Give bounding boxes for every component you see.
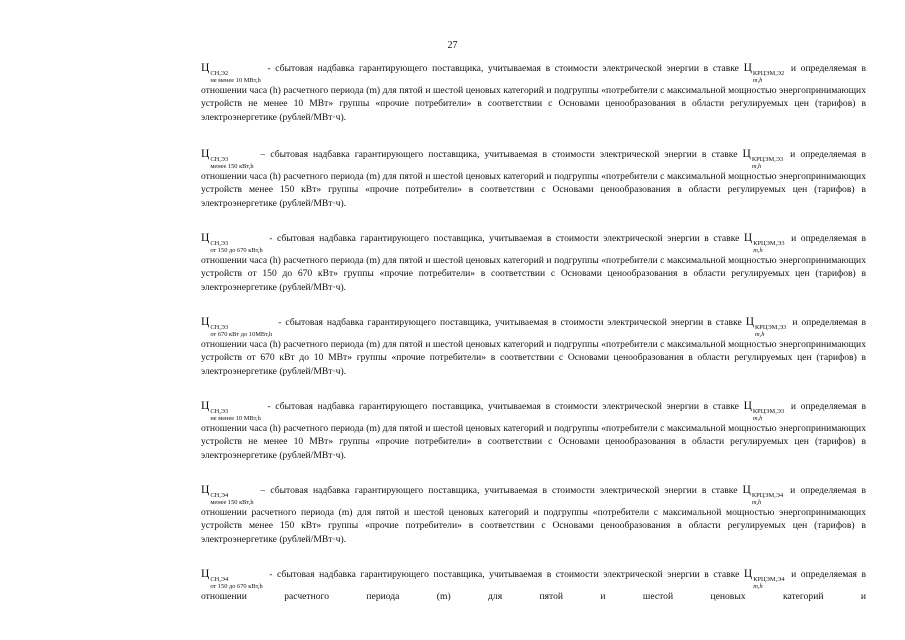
rate-subscript: m,h: [753, 583, 763, 590]
symbol-indices: [210, 492, 253, 506]
rate-subscript: m,h: [752, 77, 763, 84]
rate-symbol: Ц: [745, 316, 755, 328]
rate-symbol: Ц: [743, 400, 752, 412]
definition-paragraph: [201, 484, 866, 546]
definition-text: сбытовая надбавка гарантирующего поставщика, учитываемая в стоимости электрической энергии в ставке: [285, 317, 746, 328]
definition-text: сбытовая надбавка гарантирующего поставщика, учитываемая в стоимости электрической энергии в ставке: [275, 401, 744, 412]
price-symbol: Ц: [201, 62, 210, 74]
symbol-superscript: СН,Э3: [210, 156, 229, 163]
price-symbol: Ц: [201, 232, 210, 244]
price-symbol: Ц: [201, 484, 210, 496]
definition-text: сбытовая надбавка гарантирующего поставщика, учитываемая в стоимости электрической энергии в ставке: [270, 485, 743, 496]
definition-dash: –: [255, 149, 271, 160]
rate-symbol-indices: [752, 156, 783, 170]
price-symbol: Ц: [201, 568, 210, 580]
rate-superscript: КРЦЭМ,Э3: [751, 156, 784, 163]
rate-superscript: КРЦЭМ,Э2: [752, 70, 785, 77]
rate-superscript: КРЦЭМ,Э3: [752, 408, 785, 415]
definition-text-continued: и определяемая в отношении расчетного периода (m) для пятой и шестой ценовых категорий и подгруппы «потребители с максимальной мощностью энергопринимающих устройств менее 150 кВт» группы «прочие потребители» в соответствии с Основами ценообразования в области регулируемых цен (тарифов) в электроэнергетике (рублей/МВт·ч).: [201, 485, 866, 545]
rate-subscript: m,h: [751, 163, 762, 170]
definition-dash: -: [264, 233, 277, 244]
symbol-superscript: СН,Э3: [210, 240, 229, 247]
rate-subscript: m,h: [752, 415, 763, 422]
symbol-superscript: СН,Э3: [210, 324, 229, 331]
definition-text: сбытовая надбавка гарантирующего поставщика, учитываемая в стоимости электрической энергии в ставке: [270, 149, 743, 160]
definition-paragraph: [201, 316, 866, 378]
rate-superscript: КРЦЭМ,Э3: [753, 240, 785, 247]
definition-dash: -: [262, 401, 276, 412]
price-symbol: Ц: [201, 400, 210, 412]
rate-symbol: Ц: [742, 484, 751, 496]
definition-paragraph: [201, 232, 866, 294]
symbol-subscript: менее 150 кВт,h: [210, 499, 254, 506]
symbol-subscript: менее 150 кВт,h: [210, 163, 254, 170]
rate-superscript: КРЦЭМ,Э3: [755, 324, 787, 331]
rate-symbol-indices: [753, 240, 784, 254]
rate-subscript: m,h: [755, 331, 765, 338]
rate-subscript: m,h: [753, 247, 763, 254]
page-number: 27: [447, 40, 458, 51]
rate-symbol: Ц: [743, 62, 752, 74]
definition-paragraph: [201, 148, 866, 210]
definition-paragraph: [201, 62, 866, 124]
definition-paragraph: [201, 568, 866, 603]
symbol-indices: [210, 240, 262, 254]
rate-symbol: Ц: [743, 232, 753, 244]
definition-dash: -: [262, 63, 276, 74]
definition-text: сбытовая надбавка гарантирующего поставщика, учитываемая в стоимости электрической энергии в ставке: [276, 233, 744, 244]
symbol-subscript: не менее 10 МВт,h: [210, 77, 261, 84]
symbol-superscript: СН,Э4: [210, 492, 229, 499]
definition-text-continued: и определяемая в отношении часа (h) расчетного периода (m) для пятой и шестой ценовых категорий и подгруппы «потребители с максимальной мощностью энергопринимающих устройств от 670 кВт до 10 МВт» группы «прочие потребители» в соответствии с Основами ценообразования в области регулируемых цен (тарифов) в электроэнергетике (рублей/МВт·ч).: [201, 317, 866, 377]
symbol-subscript: от 670 кВт до 10МВт,h: [210, 331, 273, 338]
rate-symbol-indices: [753, 70, 784, 84]
rate-symbol-indices: [755, 324, 786, 338]
symbol-superscript: СН,Э3: [210, 408, 229, 415]
symbol-indices: [210, 156, 253, 170]
definition-text: сбытовая надбавка гарантирующего поставщика, учитываемая в стоимости электрической энергии в ставке: [275, 63, 744, 74]
definition-text-continued: и определяемая в отношении расчетного периода (m) для пятой и шестой ценовых категорий и: [201, 569, 866, 602]
symbol-superscript: СН,Э2: [210, 70, 229, 77]
symbol-subscript: от 150 до 670 кВт,h: [210, 583, 263, 590]
definition-text: сбытовая надбавка гарантирующего поставщика, учитываемая в стоимости электрической энергии в ставке: [276, 569, 744, 580]
rate-subscript: m,h: [751, 499, 762, 506]
symbol-subscript: от 150 до 670 кВт,h: [210, 247, 263, 254]
rate-superscript: КРЦЭМ,Э4: [753, 576, 785, 583]
rate-symbol-indices: [753, 576, 784, 590]
symbol-indices: [210, 576, 262, 590]
definition-dash: -: [274, 317, 286, 328]
rate-superscript: КРЦЭМ,Э4: [751, 492, 784, 499]
definition-text-continued: и определяемая в отношении часа (h) расчетного периода (m) для пятой и шестой ценовых категорий и подгруппы «потребители с максимальной мощностью энергопринимающих устройств менее 150 кВт» группы «прочие потребители» в соответствии с Основами ценообразования в области регулируемых цен (тарифов) в электроэнергетике (рублей/МВт·ч).: [201, 149, 866, 209]
rate-symbol: Ц: [742, 148, 751, 160]
definition-text-continued: и определяемая в отношении часа (h) расчетного периода (m) для пятой и шестой ценовых категорий и подгруппы «потребители с максимальной мощностью энергопринимающих устройств не менее 10 МВт» группы «прочие потребители» в соответствии с Основами ценообразования в области регулируемых цен (тарифов) в электроэнергетике (рублей/МВт·ч).: [201, 63, 866, 123]
price-symbol: Ц: [201, 316, 210, 328]
symbol-indices: [210, 408, 260, 422]
symbol-subscript: не менее 10 МВт,h: [210, 415, 261, 422]
definition-paragraph: [201, 400, 866, 462]
symbol-indices: [210, 324, 272, 338]
price-symbol: Ц: [201, 148, 210, 160]
definition-text-continued: и определяемая в отношении часа (h) расчетного периода (m) для пятой и шестой ценовых категорий и подгруппы «потребители с максимальной мощностью энергопринимающих устройств не менее 10 МВт» группы «прочие потребители» в соответствии с Основами ценообразования в области регулируемых цен (тарифов) в электроэнергетике (рублей/МВт·ч).: [201, 401, 866, 461]
rate-symbol-indices: [752, 492, 783, 506]
symbol-superscript: СН,Э4: [210, 576, 229, 583]
definition-dash: -: [264, 569, 277, 580]
definition-dash: –: [255, 485, 271, 496]
rate-symbol: Ц: [743, 568, 753, 580]
symbol-indices: [210, 70, 260, 84]
definition-text-continued: и определяемая в отношении часа (h) расчетного периода (m) для пятой и шестой ценовых категорий и подгруппы «потребители с максимальной мощностью энергопринимающих устройств от 150 до 670 кВт» группы «прочие потребители» в соответствии с Основами ценообразования в области регулируемых цен (тарифов) в электроэнергетике (рублей/МВт·ч).: [201, 233, 866, 293]
rate-symbol-indices: [753, 408, 784, 422]
